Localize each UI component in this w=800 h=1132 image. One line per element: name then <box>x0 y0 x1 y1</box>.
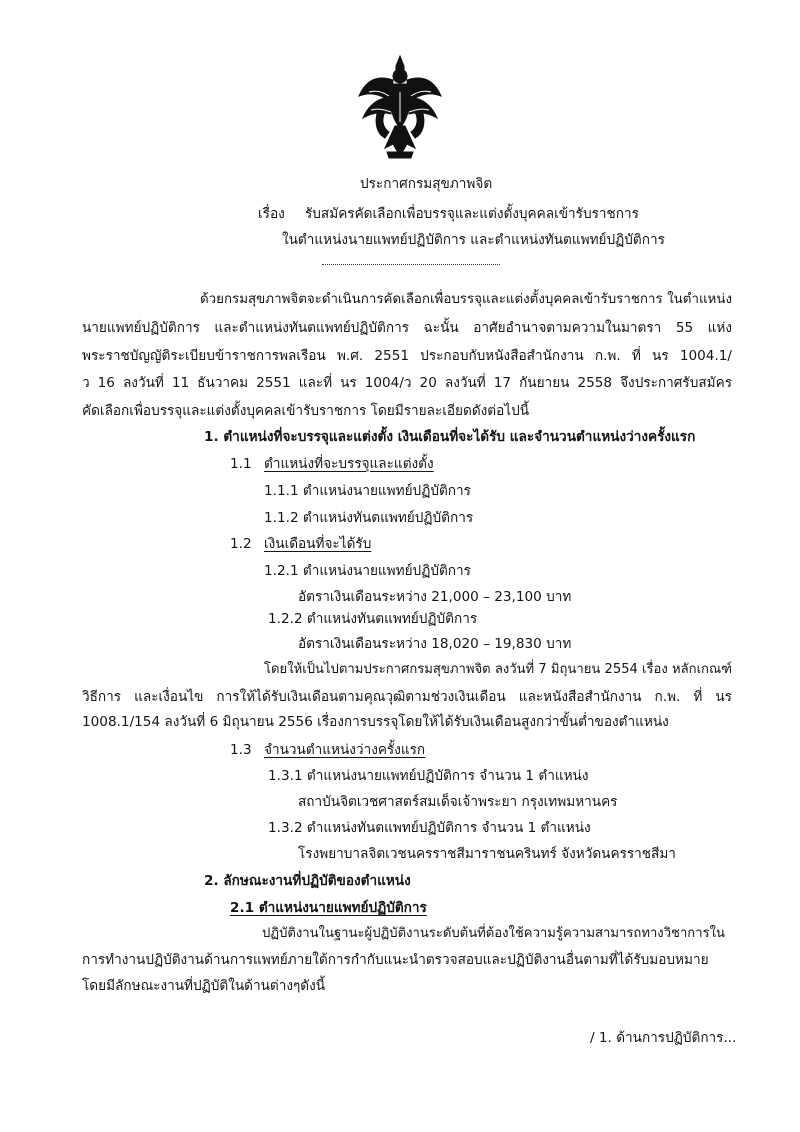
section-1-2-1: 1.2.1 ตำแหน่งนายแพทย์ปฏิบัติการ <box>264 563 471 579</box>
intro-line-2: นายแพทย์ปฏิบัติการ และตำแหน่งทันตแพทย์ปฏิบัติการ ฉะนั้น อาศัยอำนาจตามความในมาตรา 55 แห่ง <box>82 320 732 336</box>
section-1-2-2: 1.2.2 ตำแหน่งทันตแพทย์ปฏิบัติการ <box>268 611 478 627</box>
section-1-2-number: 1.2 <box>230 536 252 552</box>
section-1-3-1-place: สถาบันจิตเวชศาสตร์สมเด็จเจ้าพระยา กรุงเทพมหานคร <box>298 794 618 810</box>
intro-line-4: ว 16 ลงวันที่ 11 ธันวาคม 2551 และที่ นร 1004/ว 20 ลงวันที่ 17 กันยายน 2558 จึงประกาศรับสมัคร <box>82 375 732 391</box>
section-2-heading: 2. ลักษณะงานที่ปฏิบัติของตำแหน่ง <box>204 873 411 889</box>
section-1-2-2-salary: อัตราเงินเดือนระหว่าง 18,020 – 19,830 บาท <box>298 636 572 652</box>
section-2-1-line-1: ปฏิบัติงานในฐานะผู้ปฏิบัติงานระดับต้นที่ต้องใช้ความรู้ความสามารถทางวิชาการใน <box>262 926 725 941</box>
section-1-2-title: เงินเดือนที่จะได้รับ <box>264 536 372 552</box>
section-1-1-title: ตำแหน่งที่จะบรรจุและแต่งตั้ง <box>264 456 434 472</box>
section-1-3-title: จำนวนตำแหน่งว่างครั้งแรก <box>264 742 426 758</box>
section-1-1-2: 1.1.2 ตำแหน่งทันตแพทย์ปฏิบัติการ <box>264 510 474 526</box>
intro-line-5: คัดเลือกเพื่อบรรจุและแต่งตั้งบุคคลเข้ารับราชการ โดยมีรายละเอียดดังต่อไปนี้ <box>82 403 530 419</box>
subject-line-2: ในตำแหน่งนายแพทย์ปฏิบัติการ และตำแหน่งทันตแพทย์ปฏิบัติการ <box>282 232 665 248</box>
section-1-3-1: 1.3.1 ตำแหน่งนายแพทย์ปฏิบัติการ จำนวน 1 ตำแหน่ง <box>268 768 589 784</box>
section-1-2-1-salary: อัตราเงินเดือนระหว่าง 21,000 – 23,100 บาท <box>298 589 572 605</box>
subject-line-1: รับสมัครคัดเลือกเพื่อบรรจุและแต่งตั้งบุคคลเข้ารับราชการ <box>305 206 639 222</box>
salary-note-line-2: วิธีการ และเงื่อนไข การให้ได้รับเงินเดือนตามคุณวุฒิตามช่วงเงินเดือน และหนังสือสำนักงาน ก.พ. ที่ นร <box>82 689 732 705</box>
intro-line-1: ด้วยกรมสุขภาพจิตจะดำเนินการคัดเลือกเพื่อบรรจุและแต่งตั้งบุคคลเข้ารับราชการ ในตำแหน่ง <box>200 292 732 307</box>
subject-label: เรื่อง <box>258 206 285 222</box>
garuda-emblem-icon <box>355 52 445 164</box>
section-1-1-number: 1.1 <box>230 456 252 472</box>
intro-line-3: พระราชบัญญัติระเบียบข้าราชการพลเรือน พ.ศ. 2551 ประกอบกับหนังสือสำนักงาน ก.พ. ที่ นร 1004.1/ <box>82 348 732 364</box>
section-1-1-1: 1.1.1 ตำแหน่งนายแพทย์ปฏิบัติการ <box>264 483 471 499</box>
salary-note-line-3: 1008.1/154 ลงวันที่ 6 มิถุนายน 2556 เรื่องการบรรจุโดยให้ได้รับเงินเดือนสูงกว่าขั้นต่ำของตำแหน่ง <box>82 714 669 730</box>
announcement-title: ประกาศกรมสุขภาพจิต <box>360 176 493 192</box>
section-2-1-line-3: โดยมีลักษณะงานที่ปฏิบัติในด้านต่างๆดังนี้ <box>82 978 326 994</box>
dotted-separator <box>322 264 500 265</box>
section-1-3-2-place: โรงพยาบาลจิตเวชนครราชสีมาราชนครินทร์ จังหวัดนครราชสีมา <box>298 846 676 862</box>
section-1-heading: 1. ตำแหน่งที่จะบรรจุและแต่งตั้ง เงินเดือนที่จะได้รับ และจำนวนตำแหน่งว่างครั้งแรก <box>204 429 696 445</box>
section-1-3-number: 1.3 <box>230 742 252 758</box>
section-1-3-2: 1.3.2 ตำแหน่งทันตแพทย์ปฏิบัติการ จำนวน 1 ตำแหน่ง <box>268 820 591 836</box>
section-2-1-title: 2.1 ตำแหน่งนายแพทย์ปฏิบัติการ <box>230 900 427 916</box>
salary-note-line-1: โดยให้เป็นไปตามประกาศกรมสุขภาพจิต ลงวันที่ 7 มิถุนายน 2554 เรื่อง หลักเกณฑ์ <box>264 662 732 677</box>
page-continuation: / 1. ด้านการปฏิบัติการ... <box>590 1030 737 1046</box>
section-2-1-line-2: การทำงานปฏิบัติงานด้านการแพทย์ภายใต้การกำกับแนะนำตรวจสอบและปฏิบัติงานอื่นตามที่ได้รับมอบหมาย <box>82 952 709 968</box>
